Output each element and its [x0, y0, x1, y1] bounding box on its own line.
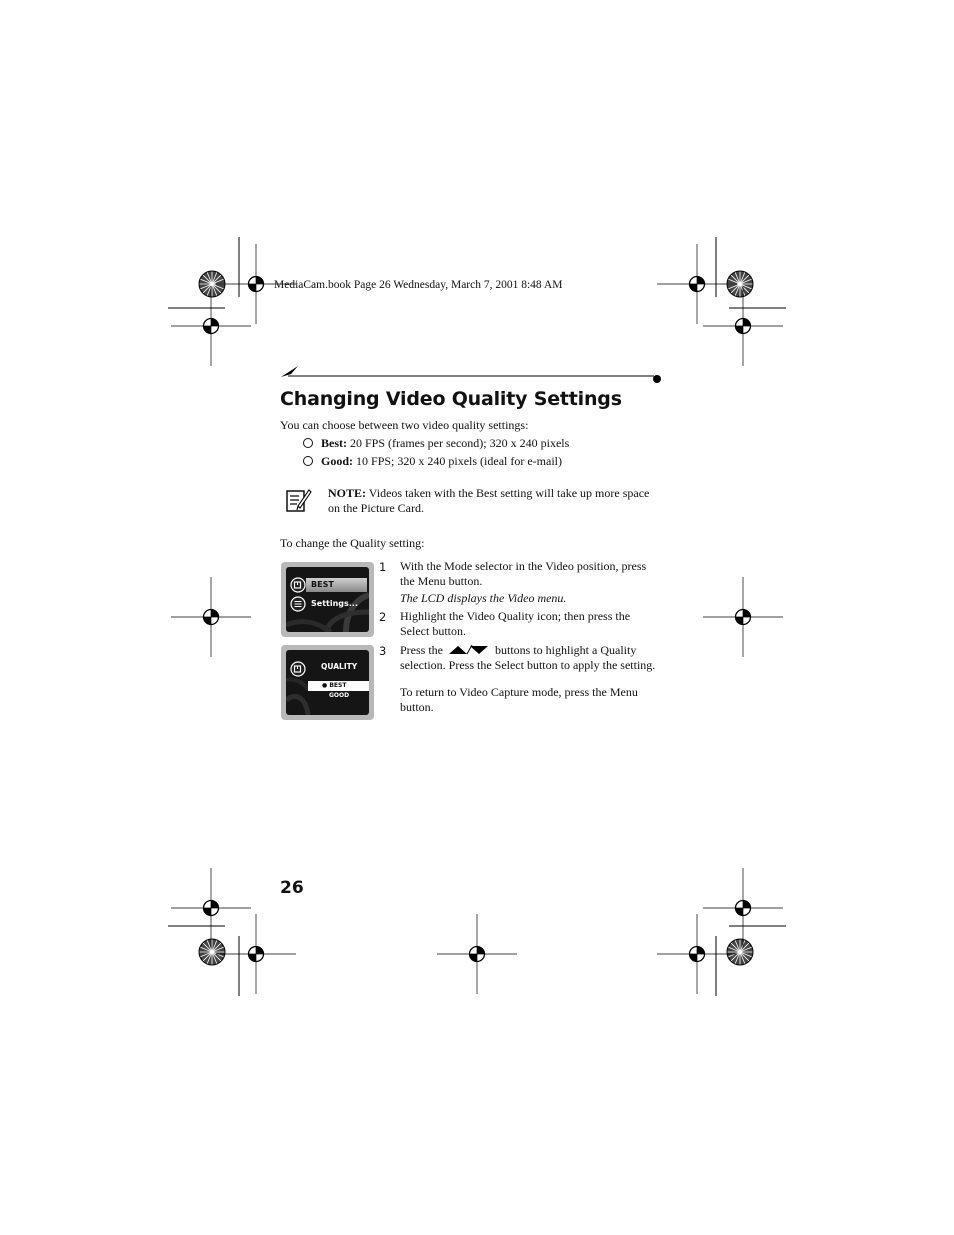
intro-text: You can choose between two video quality settings: — [280, 418, 529, 432]
lcd-option-good: GOOD — [329, 692, 350, 699]
step-3-text — [400, 643, 662, 672]
bullet-label: Good: — [321, 454, 354, 468]
bullet-circle-icon — [303, 456, 313, 466]
title-rule — [280, 364, 665, 384]
page-title: Changing Video Quality Settings — [280, 388, 622, 410]
lcd-option-best: ● BEST — [322, 682, 347, 689]
lcd-item-settings: Settings... — [311, 599, 358, 608]
bullet-best — [303, 436, 569, 451]
bullet-label: Best: — [321, 436, 347, 450]
step-1-text: With the Mode selector in the Video position, press the Menu button. — [400, 559, 647, 588]
step-number: 1 — [379, 560, 387, 574]
step-number: 3 — [379, 644, 387, 658]
print-header: MediaCam.book Page 26 Wednesday, March 7, 2001 8:48 AM — [274, 279, 563, 291]
video-quality-icon — [290, 577, 306, 593]
lcd-display — [286, 567, 369, 632]
lcd-item-best: BEST — [311, 580, 334, 589]
lcd-display — [286, 650, 369, 715]
note-text — [328, 486, 663, 515]
note-body: Videos taken with the Best setting will take up more space on the Picture Card. — [328, 486, 650, 515]
note-label: NOTE: — [328, 486, 367, 500]
bullet-text: 10 FPS; 320 x 240 pixels (ideal for e-mail) — [353, 454, 562, 468]
lcd-quality-title: QUALITY — [321, 662, 358, 671]
step-number: 2 — [379, 610, 387, 624]
step-3-pre: Press the — [400, 643, 443, 657]
note-icon — [284, 486, 312, 514]
up-down-arrows-icon — [448, 644, 490, 655]
change-intro: To change the Quality setting: — [280, 536, 425, 550]
bullet-circle-icon — [303, 438, 313, 448]
step-3-return-text: To return to Video Capture mode, press the Menu button. — [400, 685, 638, 714]
lcd-screen-video-menu — [281, 562, 374, 637]
video-quality-icon — [290, 661, 306, 677]
lcd-screen-quality-menu — [281, 645, 374, 720]
step-1-result: The LCD displays the Video menu. — [400, 591, 567, 605]
bullet-good — [303, 454, 562, 469]
settings-list-icon — [290, 596, 306, 612]
step-3-post: buttons to highlight a Quality selection. Press the Select button to apply the setting. — [400, 643, 656, 672]
step-2-text: Highlight the Video Quality icon; then press the Select button. — [400, 609, 631, 638]
bullet-text: 20 FPS (frames per second); 320 x 240 pixels — [347, 436, 570, 450]
page-number: 26 — [280, 878, 304, 898]
